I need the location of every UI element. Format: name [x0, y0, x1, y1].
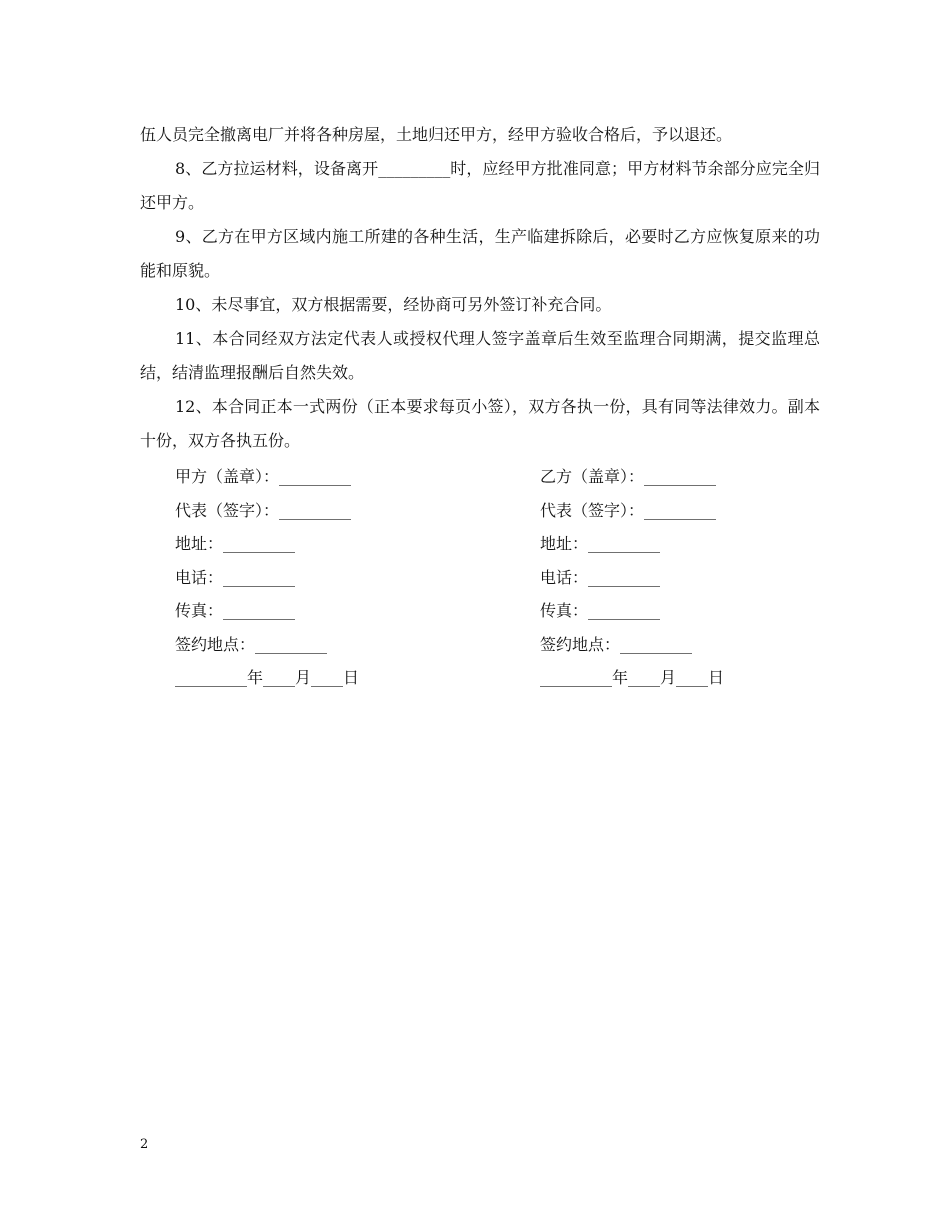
page-number: 2: [140, 1137, 149, 1152]
party-a-signing-place-line: 签约地点：_________: [175, 634, 328, 654]
clause-10: 10、未尽事宜，双方根据需要，经协商可另外签订补充合同。: [175, 295, 612, 314]
party-a-address-line: 地址：_________: [175, 534, 296, 553]
party-b-date-line: _________年____月____日: [540, 668, 725, 687]
clause-11: 11、本合同经双方法定代表人或授权代理人签字盖章后生效至监理合同期满，提交监理总结，结清监理报酬后自然失效。: [140, 329, 820, 382]
party-b-signature-block: [540, 460, 840, 695]
party-b-address-line: 地址：_________: [540, 534, 661, 553]
clause-9: 9、乙方在甲方区域内施工所建的各种生活，生产临建拆除后，必要时乙方应恢复原来的功能和原貌。: [140, 227, 820, 280]
clause-12: 12、本合同正本一式两份（正本要求每页小签），双方各执一份，具有同等法律效力。副本十份，双方各执五份。: [140, 397, 820, 450]
party-a-representative-line: 代表（签字）：_________: [175, 500, 352, 520]
party-a-signature-block: [175, 460, 475, 695]
party-b-signing-place-line: 签约地点：_________: [540, 634, 693, 654]
paragraph-continuation: 伍人员完全撤离电厂并将各种房屋，土地归还甲方，经甲方验收合格后，予以退还。: [140, 125, 733, 144]
party-a-phone-line: 电话：_________: [175, 567, 296, 587]
party-a-fax-line: 传真：_________: [175, 601, 296, 620]
party-b-phone-line: 电话：_________: [540, 567, 661, 587]
party-b-representative-line: 代表（签字）：_________: [540, 500, 717, 520]
party-b-seal-line: 乙方（盖章）：_________: [540, 467, 717, 486]
clause-8: 8、乙方拉运材料，设备离开_________时，应经甲方批准同意；甲方材料节余部分应完全归还甲方。: [140, 159, 820, 212]
party-a-seal-line: 甲方（盖章）：_________: [175, 467, 352, 486]
party-a-date-line: _________年____月____日: [175, 668, 360, 687]
contract-body: [140, 118, 820, 458]
party-b-fax-line: 传真：_________: [540, 601, 661, 620]
